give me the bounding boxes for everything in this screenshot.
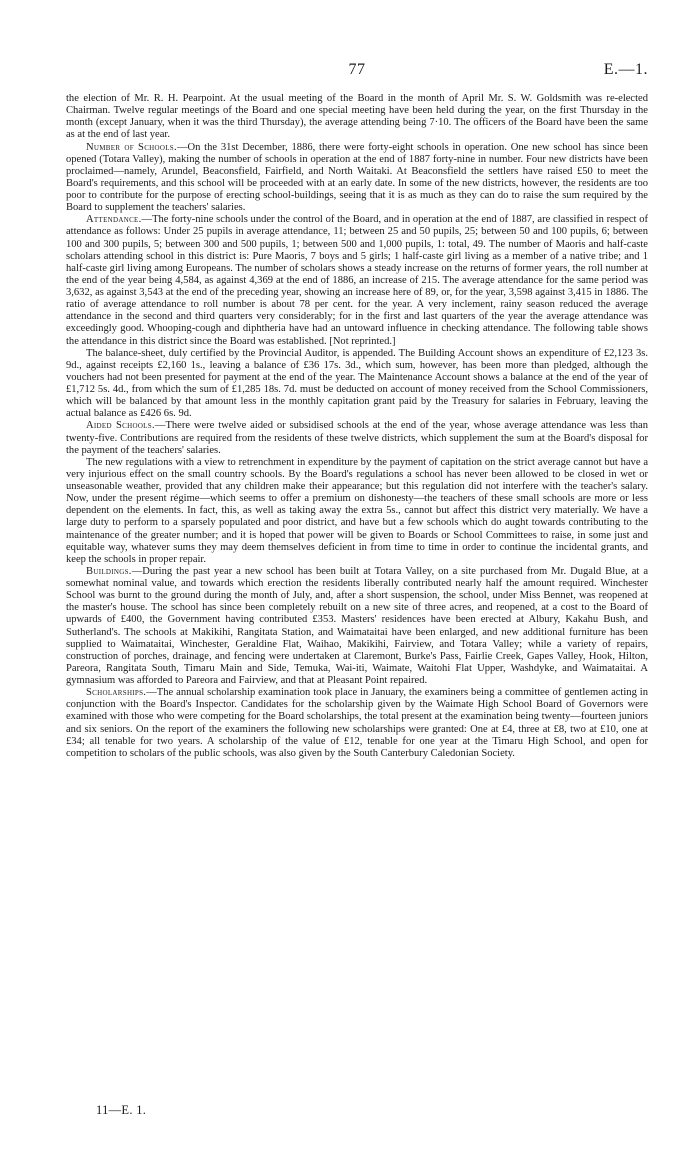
section-heading: Aided Schools. [86, 420, 155, 432]
paragraph-text: —On the 31st December, 1886, there were forty-eight schools in operation. One new school has since been opened (Totara Valley), making the number of schools in operation at the end of 1887 forty-nine in number. Four new districts have been proclaimed—namely, Arundel, Beaconsfield, Fairfield, and North Waitaki. At Beaconsfield the settlers have raised £50 to meet the Board's requirements, and this school will be proceeded with at an early date. In some of the new districts, however, the residents are too poor to contribute for the purpose of erecting school-buildings, seeing that it is as much as they can do to raise the sum required by the Board to supplement the teachers' salaries. [66, 141, 648, 214]
body-text [66, 93, 648, 760]
paragraph-text: the election of Mr. R. H. Pearpoint. At the usual meeting of the Board in the month of April Mr. S. W. Goldsmith was re-elected Chairman. Twelve regular meetings of the Board and one special meeting have been held during the year, on the first Thursday in the month (except January, when it was the third Thursday), the average attending being 7·10. The officers of the Board have been the same as at the end of last year. [66, 93, 648, 141]
document-reference: E.—1. [603, 61, 648, 78]
paragraph-text: —The forty-nine schools under the control of the Board, and in operation at the end of 1887, are classified in respect of attendance as follows: Under 25 pupils in average attendance, 11; between 25 and 50 pupils, 25; between 50 and 100 pupils, 6; between 100 and 300 pupils, 5; between 300 and 500 pupils, 1; between 500 and 1,000 pupils, 1: total, 49. The number of Maoris and half-caste scholars attending school in this district is: Pure Maoris, 7 boys and 5 girls; 1 half-caste girl living as a member of a native tribe; and 1 half-caste girl living among Europeans. The number of scholars shows a steady increase on the returns of former years, the roll number at the end of the year being 4,584, as against 4,369 at the end of 1886, an increase of 215. The average attendance for the same period was 3,632, as against 3,543 at the end of the preceding year, showing an increase here of 89, or, for the year, 3,598 against 3,415 in 1886. The ratio of average attendance to roll number is about 78 per cent. for the year. A very inclement, rainy season reduced the average attendance in the second and third quarters very considerably; for in the first and last quarters of the year the average attendance was exceedingly good. Whooping-cough and diphtheria have had an untoward influence in checking attendance. The following table shows the attendance in this district since the Board was established. [Not reprinted.] [66, 214, 648, 347]
paragraph-scholarships [66, 687, 648, 760]
paragraph-board-meetings [66, 93, 648, 142]
section-heading: Scholarships. [86, 687, 147, 699]
paragraph-aided-schools [66, 420, 648, 456]
printer-signature: 11—E. 1. [96, 1103, 147, 1117]
page-number: 77 [348, 61, 366, 78]
section-heading: Attendance. [86, 214, 142, 226]
paragraph-text: —The annual scholarship examination took place in January, the examiners being a committee of gentlemen acting in conjunction with the Board's Inspector. Candidates for the scholarship given by the Waimate High School Board of Governors were examined with those who were competing for the Board scholarships, the total present at the examination being twenty—fourteen juniors and six seniors. On the report of the examiners the following new scholarships were granted: One at £4, three at £8, two at £10, one at £34; all tenable for two years. A scholarship of the value of £12, tenable for one year at the Timaru High School, and open for competition to scholars of the public schools, was also given by the South Canterbury Caledonian Society. [66, 687, 648, 759]
paragraph-buildings [66, 566, 648, 687]
paragraph-balance-sheet [66, 348, 648, 421]
paragraph-text: —There were twelve aided or subsidised schools at the end of the year, whose average attendance was less than twenty-five. Contributions are required from the residents of these twelve districts, which supplement the sum at the Board's disposal for the payment of the teachers' salaries. [66, 420, 648, 456]
paragraph-text: The balance-sheet, duly certified by the Provincial Auditor, is appended. The Building Account shows an expenditure of £2,123 3s. 9d., against receipts £2,160 1s., leaving a balance of £36 17s. 3d., which sum, however, has been more than pledged, although the vouchers had not been presented for payment at the end of the year. The Maintenance Account shows a balance at the end of the year of £1,712 5s. 4d., from which the sum of £1,285 18s. 7d. must be deducted on account of money received from the School Commissioners, which will be balanced by that amount less in the monthly capitation grant paid by the Treasury for salaries in February, leaving the actual balance as £426 6s. 9d. [66, 347, 648, 420]
paragraph-new-regulations [66, 457, 648, 566]
section-heading: Number of Schools. [86, 141, 177, 153]
section-heading: Buildings. [86, 565, 132, 577]
page-header [66, 61, 648, 83]
paragraph-number-of-schools [66, 142, 648, 215]
paragraph-text: —During the past year a new school has been built at Totara Valley, on a site purchased from Mr. Dugald Blue, at a somewhat nominal value, and towards which erection the residents liberally contributed nearly half the amount required. Winchester School was burnt to the ground during the month of July, and, after a short suspension, the school, under Miss Bennet, was reopened at the master's house. The school has since been completely rebuilt on a new site of three acres, and reopened, at a cost to the Board of upwards of £400, the Government having contributed £353. Masters' residences have been erected at Albury, Kakahu Bush, and Sutherland's. The schools at Makikihi, Rangitata Station, and Waimataitai have been enlarged, and new additional furniture has been supplied to Waimataitai, Winchester, Geraldine Flat, Waihao, Makikihi, Fairview, and Totara Valley; while a variety of repairs, construction of porches, drainage, and fencing were undertaken at Claremont, Burke's Pass, Fairlie Creek, Gapes Valley, Hook, Hilton, Pareora, Rangitata South, Timaru Main and Side, Temuka, Wai-iti, Waimate, Waitohi Flat Upper, Washdyke, and Waimataitai. A gymnasium was afforded to Pareora and Fairview, and that at Pleasant Point repaired. [66, 565, 648, 686]
paragraph-attendance [66, 214, 648, 347]
paragraph-text: The new regulations with a view to retrenchment in expenditure by the payment of capitation on the strict average cannot but have a very injurious effect on the small country schools. By the Board's regulations a school has never been allowed to be closed in wet or unseasonable weather, provided that any children make their appearance; but this regulation did not interfere with the teacher's salary. Now, under the present régime—which seems to offer a premium on dishonesty—the teachers of these small schools are more or less dependent on the elements. In fact, this, as well as taking away the extra 5s., cannot but affect this district very materially. We have a large duty to perform to a sparsely populated and poor district, and have but a few schools which do aught towards contributing to the maintenance of the greater number; and it is hoped that power will be given to Boards or School Committees to raise, in some just and equitable way, whatever sums they may deem themselves deficient in from time to time in order to continue the incidental grants, and keep the schools in proper repair. [66, 456, 648, 565]
